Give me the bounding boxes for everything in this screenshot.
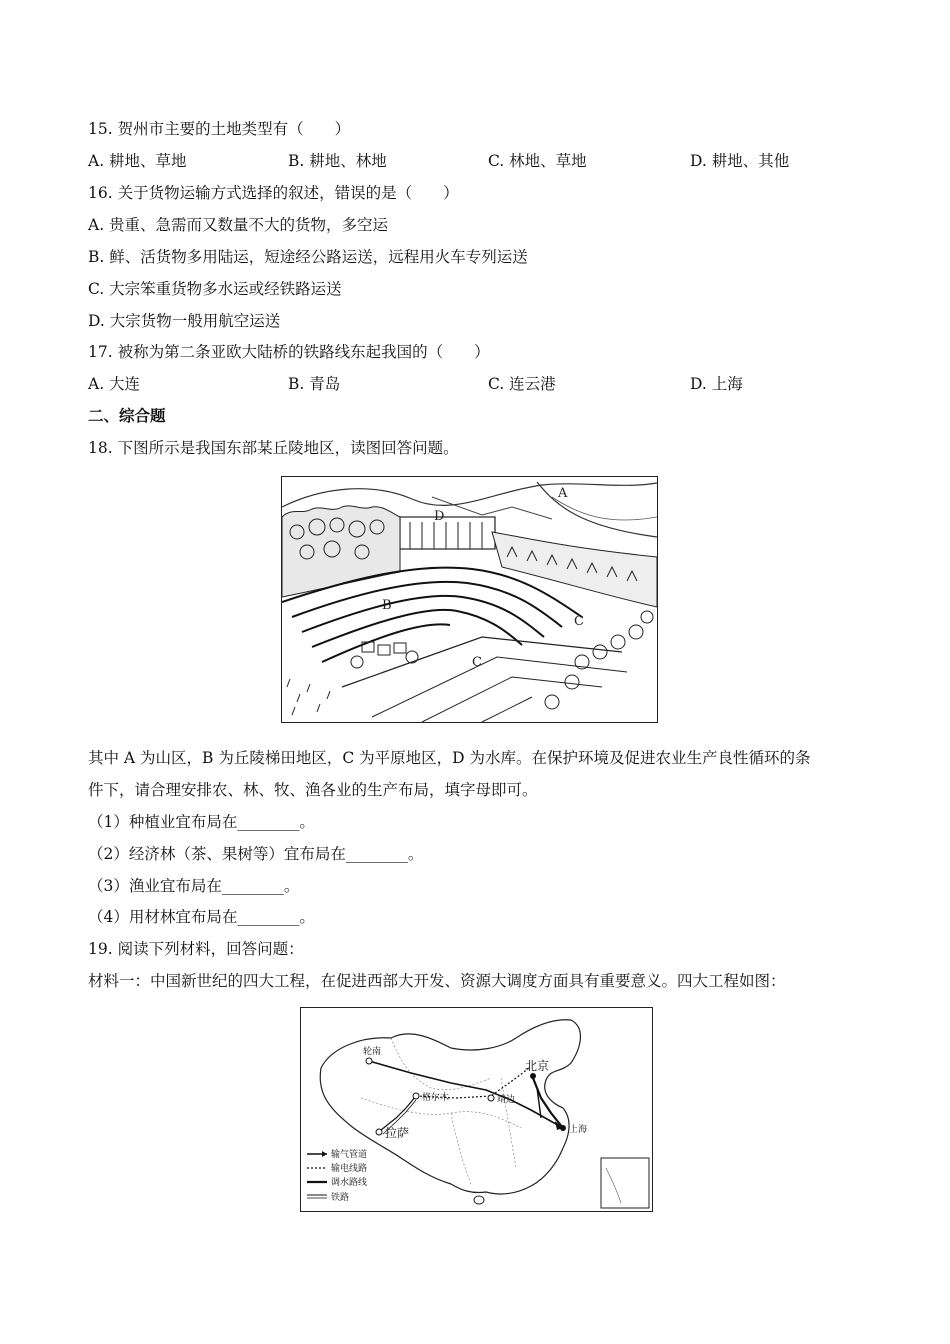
china-projects-map [300, 1007, 653, 1212]
q19-material1: 材料一：中国新世纪的四大工程，在促进西部大开发、资源大调度方面具有重要意义。四大工程如图： [88, 972, 786, 990]
q16-stem: 16. 关于货物运输方式选择的叙述，错误的是（ ） [88, 184, 459, 202]
q16-option-c[interactable]: C. 大宗笨重货物多水运或经铁路运送 [88, 280, 342, 298]
legend-power-line: 输电线路 [331, 1164, 368, 1174]
q17-option-b[interactable]: B. 青岛 [288, 375, 341, 393]
q16-option-d[interactable]: D. 大宗货物一般用航空运送 [88, 312, 281, 330]
q18-sub1[interactable]: （1）种植业宜布局在________。 [88, 813, 315, 831]
legend-railway: 铁路 [331, 1193, 350, 1203]
q16-option-b[interactable]: B. 鲜、活货物多用陆运，短途经公路运送，远程用火车专列运送 [88, 248, 528, 266]
legend-water-diversion: 调水路线 [331, 1178, 368, 1188]
q15-option-a[interactable]: A. 耕地、草地 [88, 152, 187, 170]
q15-stem: 15. 贺州市主要的土地类型有（ ） [88, 120, 351, 138]
q15-option-b[interactable]: B. 耕地、林地 [288, 152, 387, 170]
q18-stem: 18. 下图所示是我国东部某丘陵地区，读图回答问题。 [88, 439, 459, 457]
q17-stem: 17. 被称为第二条亚欧大陆桥的铁路线东起我国的（ ） [88, 343, 490, 361]
q19-stem: 19. 阅读下列材料，回答问题： [88, 940, 304, 958]
city-label-jingbian: 靖边 [497, 1095, 516, 1105]
q18-sub4[interactable]: （4）用材林宜布局在________。 [88, 908, 315, 926]
city-label-golmud: 格尔木 [422, 1093, 450, 1103]
figure-label-b: B [382, 598, 392, 613]
q18-sub3[interactable]: （3）渔业宜布局在________。 [88, 877, 300, 895]
section-heading: 二、综合题 [88, 406, 166, 425]
q17-option-a[interactable]: A. 大连 [88, 375, 141, 393]
q17-option-c[interactable]: C. 连云港 [488, 375, 556, 393]
q17-option-d[interactable]: D. 上海 [690, 375, 743, 393]
q16-option-a[interactable]: A. 贵重、急需而又数量不大的货物，多空运 [88, 216, 389, 234]
figure-label-c2: C [472, 655, 482, 670]
city-label-beijing: 北京 [525, 1059, 550, 1073]
q15-option-c[interactable]: C. 林地、草地 [488, 152, 587, 170]
q15-option-d[interactable]: D. 耕地、其他 [690, 152, 790, 170]
figure-label-d: D [434, 509, 445, 524]
q18-sub2[interactable]: （2）经济林（茶、果树等）宜布局在________。 [88, 845, 424, 863]
city-label-lunnan: 轮南 [363, 1047, 382, 1057]
q18-description-line2: 件下，请合理安排农、林、牧、渔各业的生产布局，填字母即可。 [88, 781, 538, 799]
map-legend [307, 1148, 367, 1203]
legend-gas-pipeline: 输气管道 [331, 1150, 368, 1160]
hill-landscape-figure [281, 476, 658, 723]
figure-label-c1: C [574, 614, 584, 629]
q18-description-line1: 其中 A 为山区，B 为丘陵梯田地区，C 为平原地区，D 为水库。在保护环境及促进农业生产良性循环的条 [88, 749, 811, 767]
figure-label-a: A [558, 486, 568, 501]
city-label-shanghai: 上海 [569, 1125, 588, 1135]
city-label-lhasa: 拉萨 [385, 1126, 410, 1140]
